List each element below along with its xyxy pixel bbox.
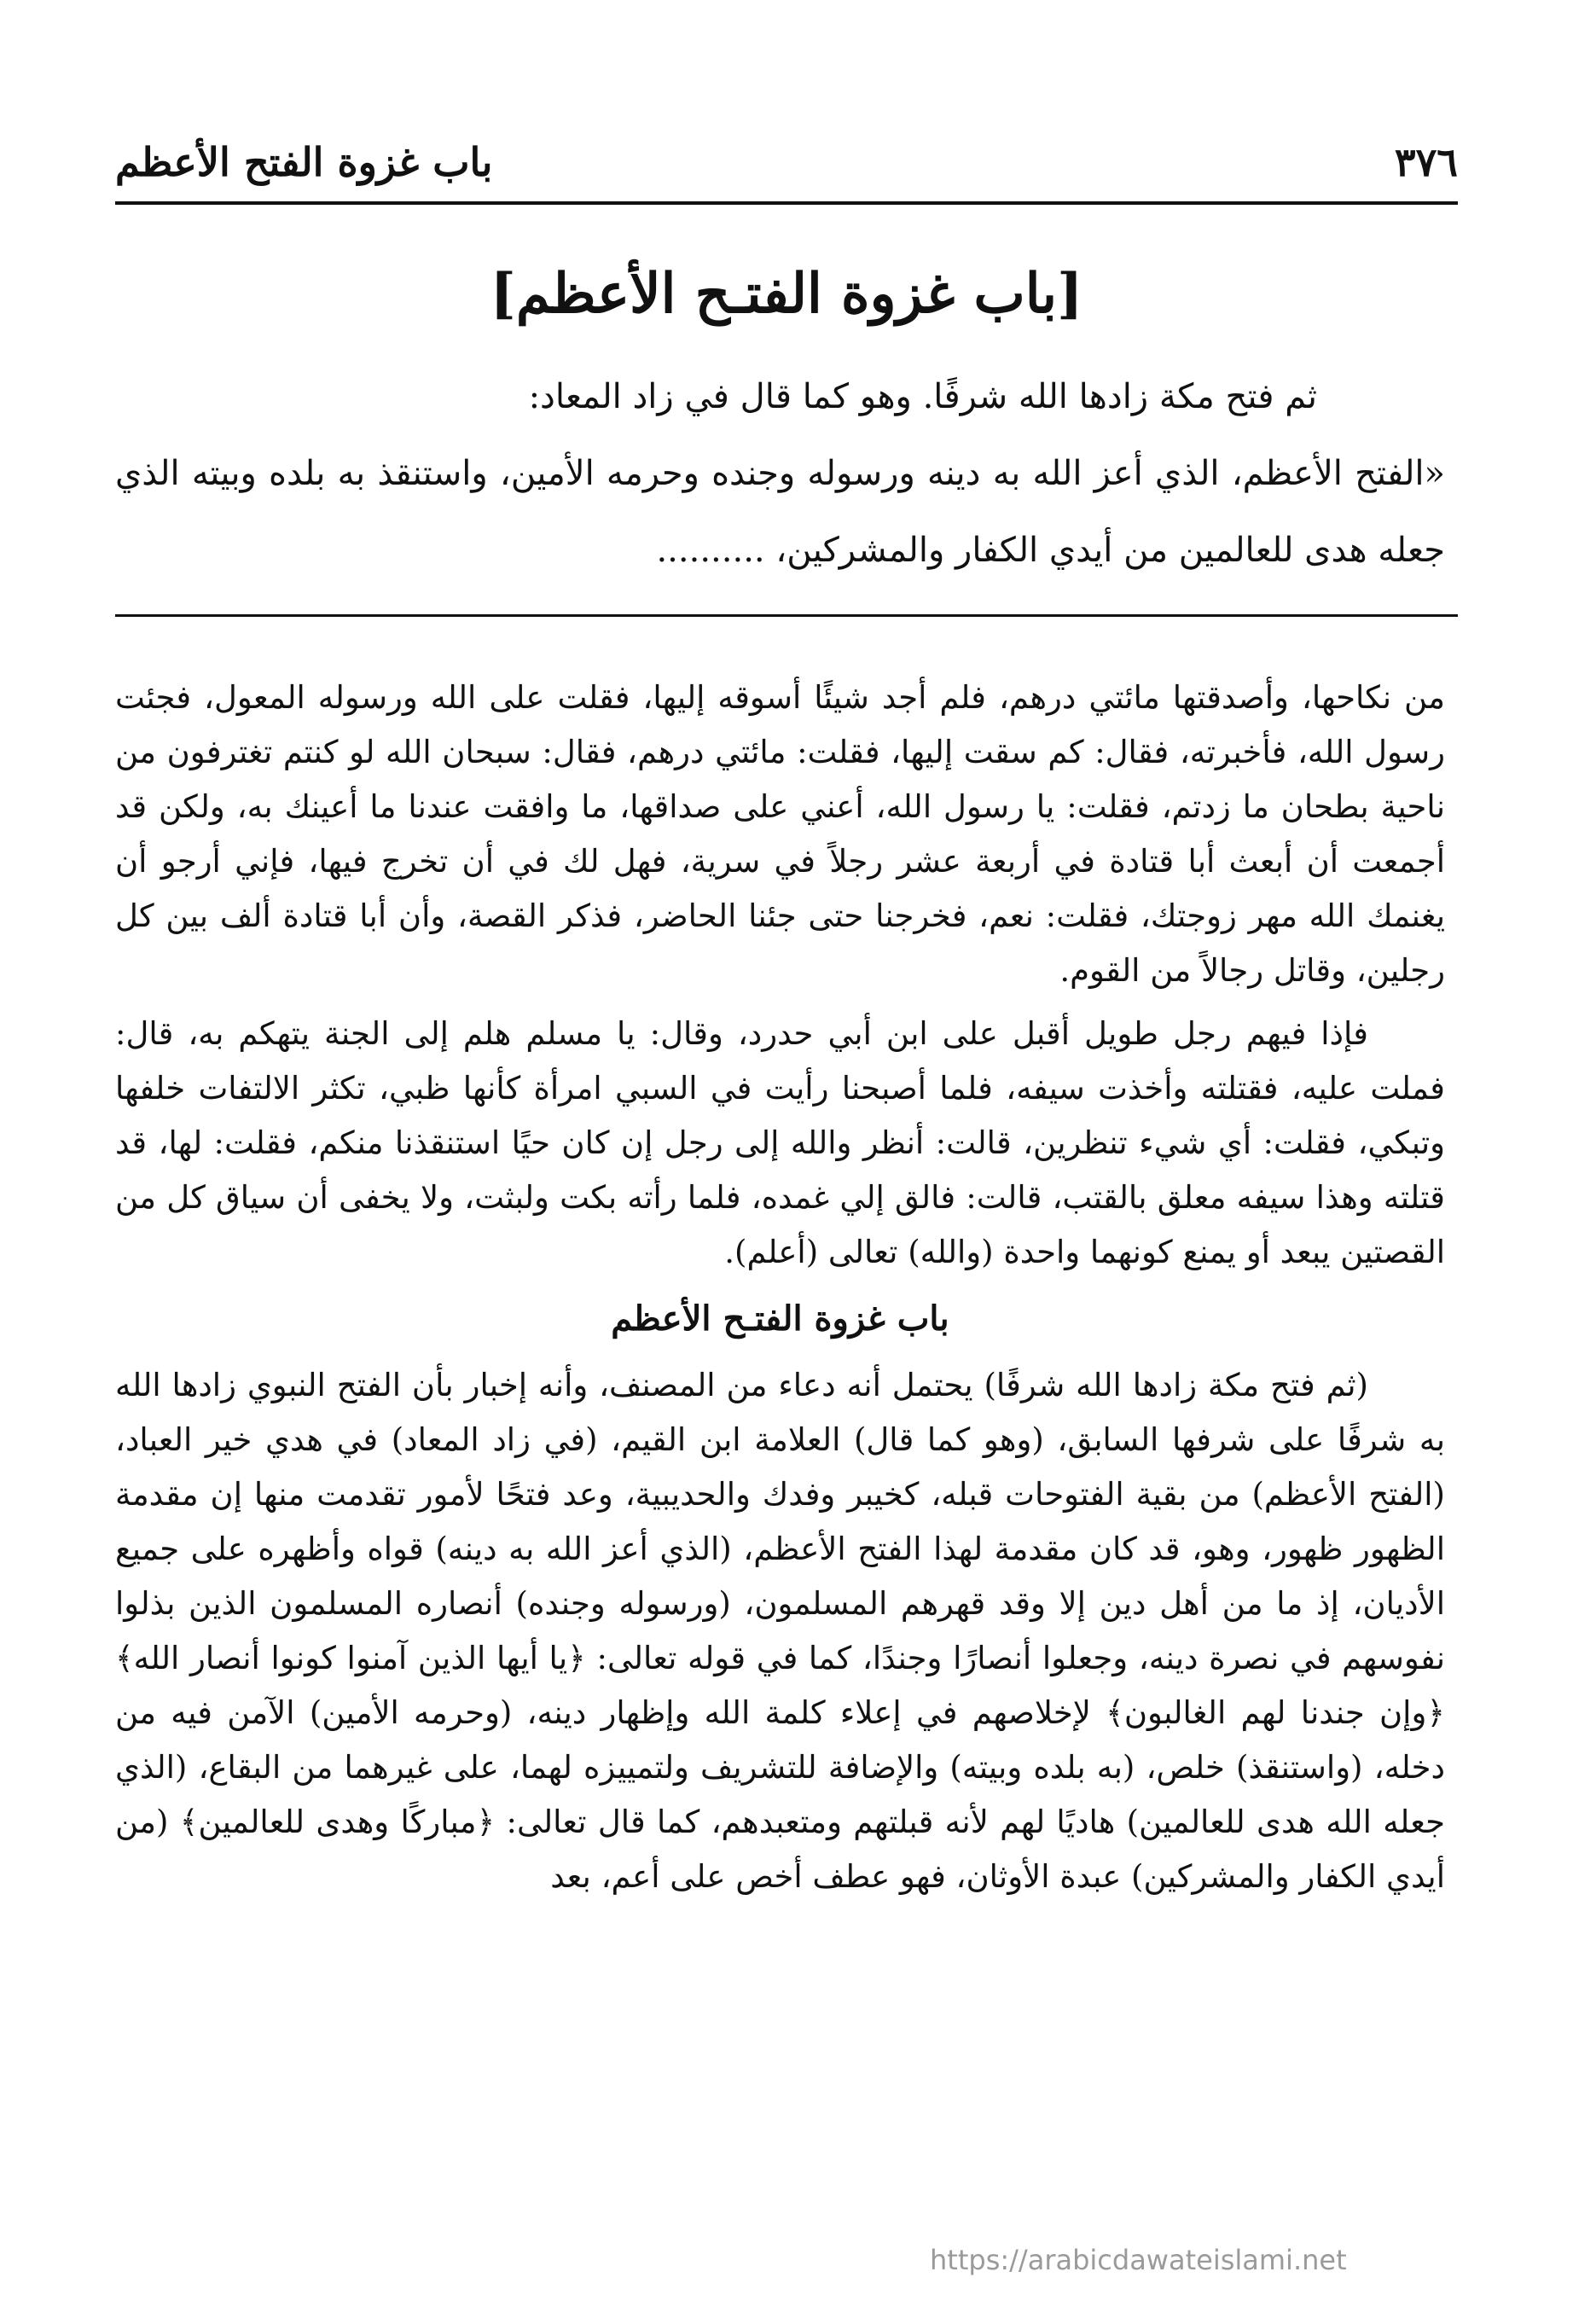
chapter-title: [باب غزوة الفتـح الأعظم] <box>490 262 1083 326</box>
running-header <box>115 128 1458 196</box>
watermark-url: https://arabicdawateislami.net <box>930 2244 1347 2276</box>
page-number: ٣٧٦ <box>1394 139 1458 185</box>
commentary-text <box>115 671 1445 1913</box>
header-rule <box>115 201 1458 205</box>
commentary-paragraph: من نكاحها، وأصدقتها مائتي درهم، فلم أجد شيئًا أسوقه إليها، فقلت على الله ورسوله المعول، فجئت رسول الله، فأخبرته، فقال: كم سقت إليها، فقلت: مائتي درهم، فقال: سبحان الله لو كنتم تغترفون من ناحية بطحان ما زدتم، فقلت: يا رسول الله، أعني على صداقها، ما وافقت عندنا ما أعينك به، ولكن قد أجمعت أن أبعث أبا قتادة في أربعة عشر رجلاً في سرية، فهل لك في أن تخرج فيها، فإني أرجو أن يغنمك الله مهر زوجتك، فقلت: نعم، فخرجنا حتى جئنا الحاضر، فذكر القصة، وأن أبا قتادة ألف بين كل رجلين، وقاتل رجالاً من القوم. <box>115 679 1445 989</box>
matn-line: ثم فتح مكة زادها الله شرفًا. وهو كما قال في زاد المعاد: <box>528 377 1317 416</box>
commentary-paragraph: فإذا فيهم رجل طويل أقبل على ابن أبي حدرد، وقال: يا مسلم هلم إلى الجنة يتهكم به، قال: فملت عليه، فقتلته وأخذت سيفه، فلما أصبحنا رأيت في السبي امرأة كأنها ظبي، تكثر الالتفات خلفها وتبكي، فقلت: أي شيء تنظرين، قالت: أنظر والله إلى رجل إن كان حيًا استنقذنا منكم، فقلت: لها، قد قتلته وهذا سيفه معلق بالقتب، قالت: فالق إلي غمده، فلما رأته بكت ولبثت، ولا يخفى أن سياق كل من القصتين يبعد أو يمنع كونهما واحدة (والله) تعالى (أعلم). <box>115 1015 1445 1270</box>
section-heading: باب غزوة الفتـح الأعظم <box>611 1299 949 1339</box>
commentary-paragraph: (ثم فتح مكة زادها الله شرفًا) يحتمل أنه دعاء من المصنف، وأنه إخبار بأن الفتح النبوي زادها الله به شرفًا على شرفها السابق، (وهو كما قال) العلامة ابن القيم، (في زاد المعاد) في هدي خير العباد، (الفتح الأعظم) من بقية الفتوحات قبله، كخيبر وفدك والحديبية، وعد فتحًا لأمور تقدمت منها إن مقدمة الظهور ظهور، وهو، قد كان مقدمة لهذا الفتح الأعظم، (الذي أعز الله به دينه) قواه وأظهره على جميع الأديان، إذ ما من أهل دين إلا وقد قهرهم المسلمون، (ورسوله وجنده) أنصاره المسلمون الذين بذلوا نفوسهم في نصرة دينه، وجعلوا أنصارًا وجندًا، كما في قوله تعالى: ﴿يا أيها الذين آمنوا كونوا أنصار الله﴾ ﴿وإن جندنا لهم الغالبون﴾ لإخلاصهم في إعلاء كلمة الله وإظهار دينه، (وحرمه الأمين) الآمن فيه من دخله، (واستنقذ) خلص، (به بلده وبيته) والإضافة للتشريف ولتمييزه لهما، على غيرهما من البقاع، (الذي جعله الله هدى للعالمين) هاديًا لهم لأنه قبلتهم ومتعبدهم، كما قال تعالى: ﴿مباركًا وهدى للعالمين﴾ (من أيدي الكفار والمشركين) عبدة الأوثان، فهو عطف أخص على أعم، بعد <box>115 1367 1445 1895</box>
running-title: باب غزوة الفتح الأعظم <box>115 139 493 185</box>
matn-separator-rule <box>115 614 1458 617</box>
matn-text <box>115 358 1445 589</box>
matn-line: «الفتح الأعظم، الذي أعز الله به دينه ورسوله وجنده وحرمه الأمين، واستنقذ به بلده وبيته الذي جعله هدى للعالمين من أيدي الكفار والمشركين، .......... <box>115 454 1445 570</box>
